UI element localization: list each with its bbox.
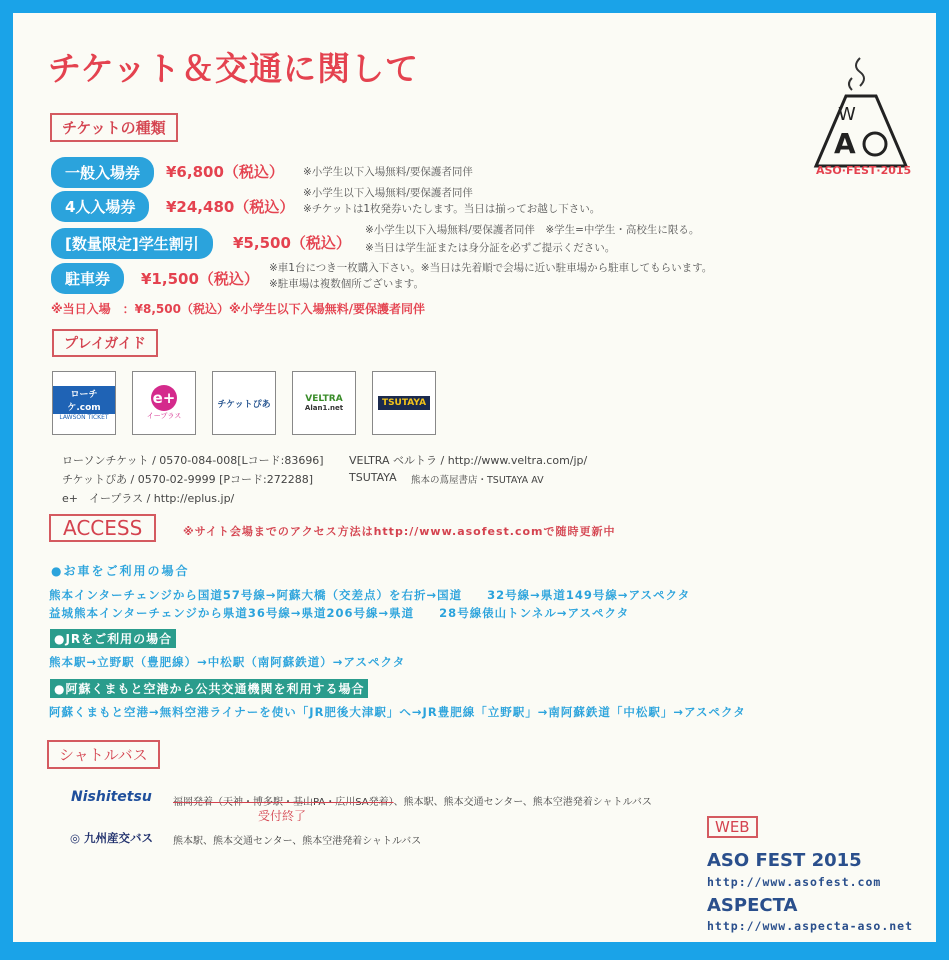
ticket-student-note-2: ※当日は学生証または身分証を必ずご提示ください。 bbox=[365, 242, 616, 254]
access-heading: ACCESS bbox=[49, 514, 156, 542]
playguide-pia-line: チケットぴあ / 0570-02-9999 [Pコード:272288] bbox=[62, 473, 314, 486]
car-heading: ●お車をご利用の場合 bbox=[51, 564, 190, 578]
playguide-tsutaya-stores: 熊本の蔦屋書店・TSUTAYA AV bbox=[411, 475, 544, 486]
tsutaya-logo-text: TSUTAYA bbox=[378, 396, 430, 410]
playguide-lawson-line: ローソンチケット / 0570-084-008[Lコード:83696] bbox=[62, 454, 324, 467]
aspecta-site-title: ASPECTA bbox=[707, 895, 798, 916]
nishitetsu-logo: Nishitetsu bbox=[71, 789, 152, 805]
aspecta-url-link[interactable]: http://www.aspecta-aso.net bbox=[707, 919, 914, 933]
ticket-parking-note-1: ※車1台につき一枚購入下さい。※当日は先着順で会場に近い駐車場から駐車してもらいます。 bbox=[269, 262, 713, 274]
poster bbox=[13, 13, 936, 942]
kyushu-bus-icon: ◎ bbox=[70, 831, 85, 845]
ticket-student-note-1: ※小学生以下入場無料/要保護者同伴 ※学生=中学生・高校生に限る。 bbox=[365, 224, 700, 236]
kyushu-bus-logo bbox=[70, 830, 153, 846]
web-heading: WEB bbox=[707, 816, 758, 838]
ticket-parking-label: 駐車券 bbox=[51, 263, 124, 294]
car-route-2: 益城熊本インターチェンジから県道36号線→県道206号線→県道 28号線俵山トンネル→アスペクタ bbox=[49, 606, 630, 620]
ticket-student-price: ¥5,500（税込） bbox=[233, 234, 351, 252]
nishitetsu-fukuoka-cancelled: 福岡発着（天神・博多駅・基山PA・広川SA発着） bbox=[173, 797, 394, 808]
ticket-group-note-1: ※小学生以下入場無料/要保護者同伴 bbox=[303, 187, 473, 199]
kyushu-bus-logo-text: 九州産交バス bbox=[84, 831, 154, 845]
lawson-ticket-logo[interactable] bbox=[52, 371, 116, 435]
ticket-general-price: ¥6,800（税込） bbox=[166, 163, 284, 181]
playguide-heading: プレイガイド bbox=[52, 329, 158, 357]
page-title: チケット＆交通に関して bbox=[48, 49, 420, 88]
eplus-logo-sub: イープラス bbox=[146, 412, 182, 420]
playguide-veltra-line: VELTRA ベルトラ / http://www.veltra.com/jp/ bbox=[349, 454, 588, 467]
eplus-logo-text: e+ bbox=[151, 385, 177, 411]
svg-text:W: W bbox=[838, 104, 856, 125]
ticket-parking-price: ¥1,500（税込） bbox=[141, 270, 259, 288]
asofest-logo bbox=[808, 48, 913, 178]
asofest-logo-text: ASO·FEST·2015 bbox=[816, 164, 912, 177]
car-route-1: 熊本インターチェンジから国道57号線→阿蘇大橋（交差点）を右折→国道 32号線→県道149号線→アスペクタ bbox=[49, 588, 691, 602]
svg-text:A: A bbox=[834, 127, 856, 160]
playguide-eplus-line: e+ イープラス / http://eplus.jp/ bbox=[62, 492, 235, 505]
volcano-icon bbox=[808, 48, 913, 178]
nishitetsu-route bbox=[173, 793, 652, 808]
nishitetsu-route-rest: 、熊本駅、熊本交通センター、熊本空港発着シャトルバス bbox=[393, 797, 652, 808]
ticket-group-note-2: ※チケットは1枚発券いたします。当日は揃ってお越し下さい。 bbox=[303, 203, 601, 215]
ticket-student-label: [数量限定]学生割引 bbox=[51, 228, 213, 259]
ticket-general-label: 一般入場券 bbox=[51, 157, 154, 188]
same-day-note: ※当日入場 ：¥8,500（税込）※小学生以下入場無料/要保護者同伴 bbox=[51, 302, 426, 316]
lawson-logo-text: ローチケ.com bbox=[53, 386, 115, 414]
airport-route: 阿蘇くまもと空港→無料空港ライナーを使い「JR肥後大津駅」へ→JR豊肥線「立野駅」→南阿蘇鉄道「中松駅」→アスペクタ bbox=[49, 705, 746, 719]
pia-logo-text: チケットぴあ bbox=[217, 399, 271, 410]
kyushu-bus-route: 熊本駅、熊本交通センター、熊本空港発着シャトルバス bbox=[173, 836, 422, 847]
access-note: ※サイト会場までのアクセス方法はhttp://www.asofest.comで随時更新中 bbox=[183, 525, 616, 538]
ticket-general-note: ※小学生以下入場無料/要保護者同伴 bbox=[303, 166, 473, 178]
tickets-heading: チケットの種類 bbox=[50, 113, 178, 142]
playguide-tsutaya-label: TSUTAYA bbox=[349, 471, 397, 484]
ticket-pia-logo[interactable] bbox=[212, 371, 276, 435]
ticket-parking-note-2: ※駐車場は複数個所ございます。 bbox=[269, 278, 424, 290]
veltra-logo-sub: Alan1.net bbox=[304, 404, 344, 412]
jr-heading: ●JRをご利用の場合 bbox=[50, 629, 176, 648]
ticket-group-label: 4人入場券 bbox=[51, 191, 149, 222]
asofest-site-title: ASO FEST 2015 bbox=[707, 850, 862, 871]
eplus-logo[interactable] bbox=[132, 371, 196, 435]
asofest-url-link[interactable]: http://www.asofest.com bbox=[707, 875, 882, 889]
jr-route: 熊本駅→立野駅（豊肥線）→中松駅（南阿蘇鉄道）→アスペクタ bbox=[49, 655, 406, 669]
ticket-group-price: ¥24,480（税込） bbox=[166, 198, 295, 216]
shuttle-heading: シャトルバス bbox=[47, 740, 160, 769]
veltra-logo[interactable] bbox=[292, 371, 356, 435]
airport-heading: ●阿蘇くまもと空港から公共交通機関を利用する場合 bbox=[50, 679, 368, 698]
tsutaya-logo[interactable] bbox=[372, 371, 436, 435]
lawson-logo-sub: LAWSON TICKET bbox=[59, 413, 109, 421]
veltra-logo-text: VELTRA bbox=[305, 394, 343, 404]
closed-label: 受付終了 bbox=[258, 809, 307, 823]
